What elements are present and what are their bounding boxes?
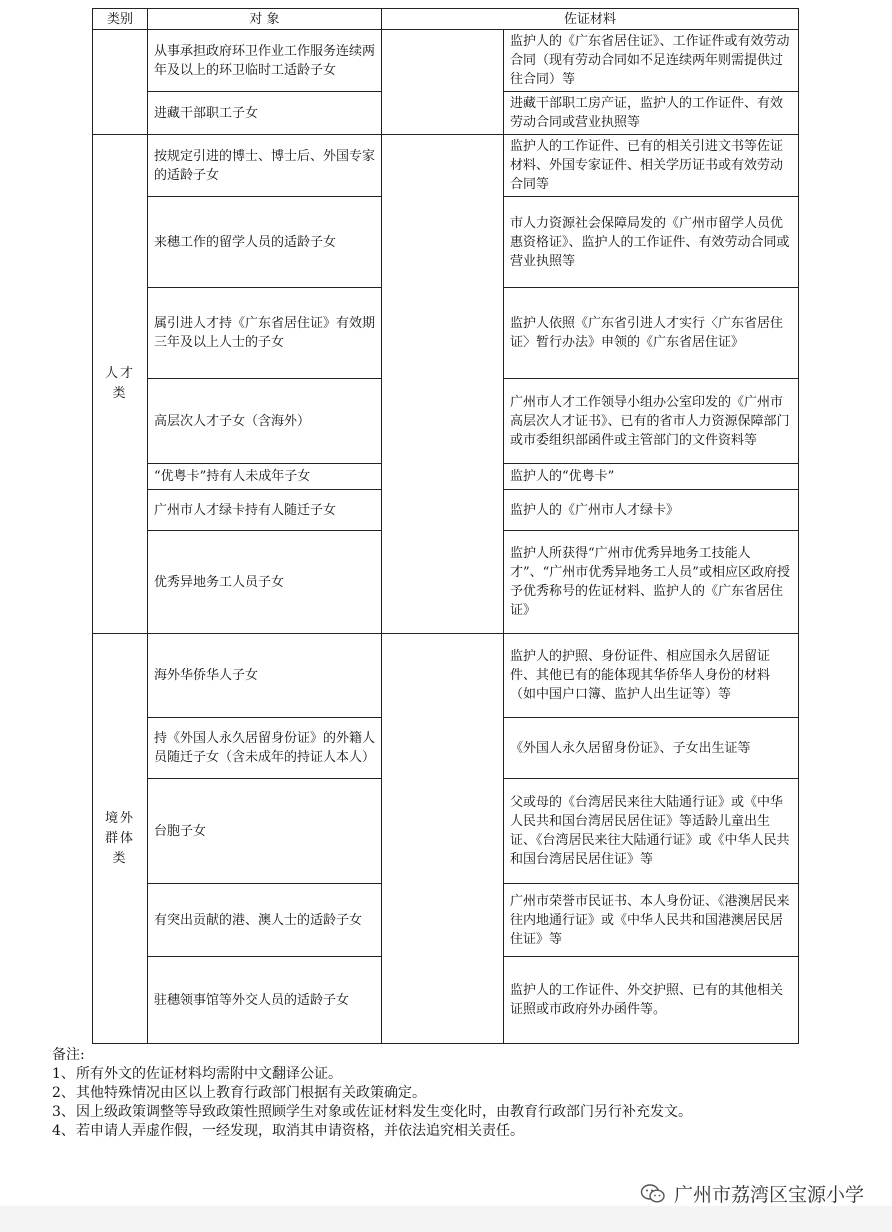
subject-cell: 属引进人才持《广东省居住证》有效期三年及以上人士的子女: [148, 288, 382, 379]
category-cell: [93, 30, 148, 135]
note-item: [52, 1103, 852, 1122]
materials-cell: 监护人所获得“广州市优秀异地务工技能人才”、“广州市优秀异地务工人员”或相应区政府授予优秀称号的佐证材料、监护人的《广东省居住证》: [504, 531, 799, 634]
materials-cell: 监护人依照《广东省引进人才实行〈广东省居住证〉暂行办法》申领的《广东省居住证》: [504, 288, 799, 379]
header-subject: 对 象: [148, 9, 382, 30]
materials-cell: 监护人的“优粤卡”: [504, 464, 799, 490]
blank-column-cell: [382, 135, 504, 634]
subject-cell: 广州市人才绿卡持有人随迁子女: [148, 490, 382, 531]
materials-cell: 监护人的《广州市人才绿卡》: [504, 490, 799, 531]
policy-table: [92, 8, 799, 1044]
subject-cell: 有突出贡献的港、澳人士的适龄子女: [148, 884, 382, 957]
note-number: 2、: [52, 1085, 75, 1101]
materials-cell: 广州市人才工作领导小组办公室印发的《广州市高层次人才证书》、已有的省市人力资源保障部门或市委组织部函件或主管部门的文件资料等: [504, 379, 799, 464]
table-row: [93, 634, 799, 718]
subject-cell: 海外华侨华人子女: [148, 634, 382, 718]
category-cell: [93, 135, 148, 634]
materials-cell: 父或母的《台湾居民来往大陆通行证》或《中华人民共和国台湾居民居住证》等适龄儿童出生证、《台湾居民来往大陆通行证》或《中华人民共和国台湾居民居住证》等: [504, 779, 799, 884]
materials-cell: 监护人的工作证件、外交护照、已有的其他相关证照或市政府外办函件等。: [504, 957, 799, 1044]
subject-cell: 高层次人才子女（含海外）: [148, 379, 382, 464]
materials-cell: 广州市荣誉市民证书、本人身份证、《港澳居民来往内地通行证》或《中华人民共和国港澳居民居住证》等: [504, 884, 799, 957]
materials-cell: 监护人的护照、身份证件、相应国永久居留证件、其他已有的能体现其华侨华人身份的材料（如中国户口簿、监护人出生证等）等: [504, 634, 799, 718]
table-header-row: [93, 9, 799, 30]
subject-cell: “优粤卡”持有人未成年子女: [148, 464, 382, 490]
blank-column-cell: [382, 30, 504, 135]
subject-cell: 优秀异地务工人员子女: [148, 531, 382, 634]
note-text: 所有外文的佐证材料均需附中文翻译公证。: [76, 1066, 342, 1082]
subject-cell: 持《外国人永久居留身份证》的外籍人员随迁子女（含未成年的持证人本人）: [148, 718, 382, 779]
notes-title: 备注:: [52, 1047, 85, 1063]
note-number: 4、: [52, 1123, 75, 1139]
materials-cell: 监护人的《广东省居住证》、工作证件或有效劳动合同（现有劳动合同如不足连续两年则需提供过往合同）等: [504, 30, 799, 92]
subject-cell: 台胞子女: [148, 779, 382, 884]
blank-column-cell: [382, 634, 504, 1044]
subject-cell: 从事承担政府环卫作业工作服务连续两年及以上的环卫临时工适龄子女: [148, 30, 382, 92]
note-item: [52, 1122, 852, 1141]
header-category: 类别: [93, 9, 148, 30]
category-label: 境外群体类: [105, 810, 136, 866]
note-text: 因上级政策调整等导致政策性照顾学生对象或佐证材料发生变化时，由教育行政部门另行补充发文。: [76, 1104, 692, 1120]
note-text: 其他特殊情况由区以上教育行政部门根据有关政策确定。: [76, 1085, 426, 1101]
materials-cell: 监护人的工作证件、已有的相关引进文书等佐证材料、外国专家证件、相关学历证书或有效劳动合同等: [504, 135, 799, 197]
wechat-icon: [640, 1183, 666, 1205]
note-number: 1、: [52, 1066, 75, 1082]
category-cell: [93, 634, 148, 1044]
note-text: 若申请人弄虚作假，一经发现，取消其申请资格，并依法追究相关责任。: [76, 1123, 524, 1139]
materials-cell: 市人力资源社会保障局发的《广州市留学人员优惠资格证》、监护人的工作证件、有效劳动合同或营业执照等: [504, 197, 799, 288]
table-row: [93, 30, 799, 92]
footer-bar: [0, 1206, 892, 1232]
materials-cell: 进藏干部职工房产证，监护人的工作证件、有效劳动合同或营业执照等: [504, 92, 799, 135]
subject-cell: 按规定引进的博士、博士后、外国专家的适龄子女: [148, 135, 382, 197]
watermark-text: 广州市荔湾区宝源小学: [673, 1184, 864, 1206]
note-item: [52, 1065, 852, 1084]
table-row: [93, 135, 799, 197]
category-label: 人才类: [105, 366, 136, 401]
note-number: 3、: [52, 1104, 75, 1120]
materials-cell: 《外国人永久居留身份证》、子女出生证等: [504, 718, 799, 779]
subject-cell: 来穗工作的留学人员的适龄子女: [148, 197, 382, 288]
note-item: [52, 1084, 852, 1103]
subject-cell: 进藏干部职工子女: [148, 92, 382, 135]
notes-section: [52, 1046, 852, 1141]
subject-cell: 驻穗领事馆等外交人员的适龄子女: [148, 957, 382, 1044]
header-materials: 佐证材料: [382, 9, 799, 30]
watermark: [640, 1180, 864, 1207]
